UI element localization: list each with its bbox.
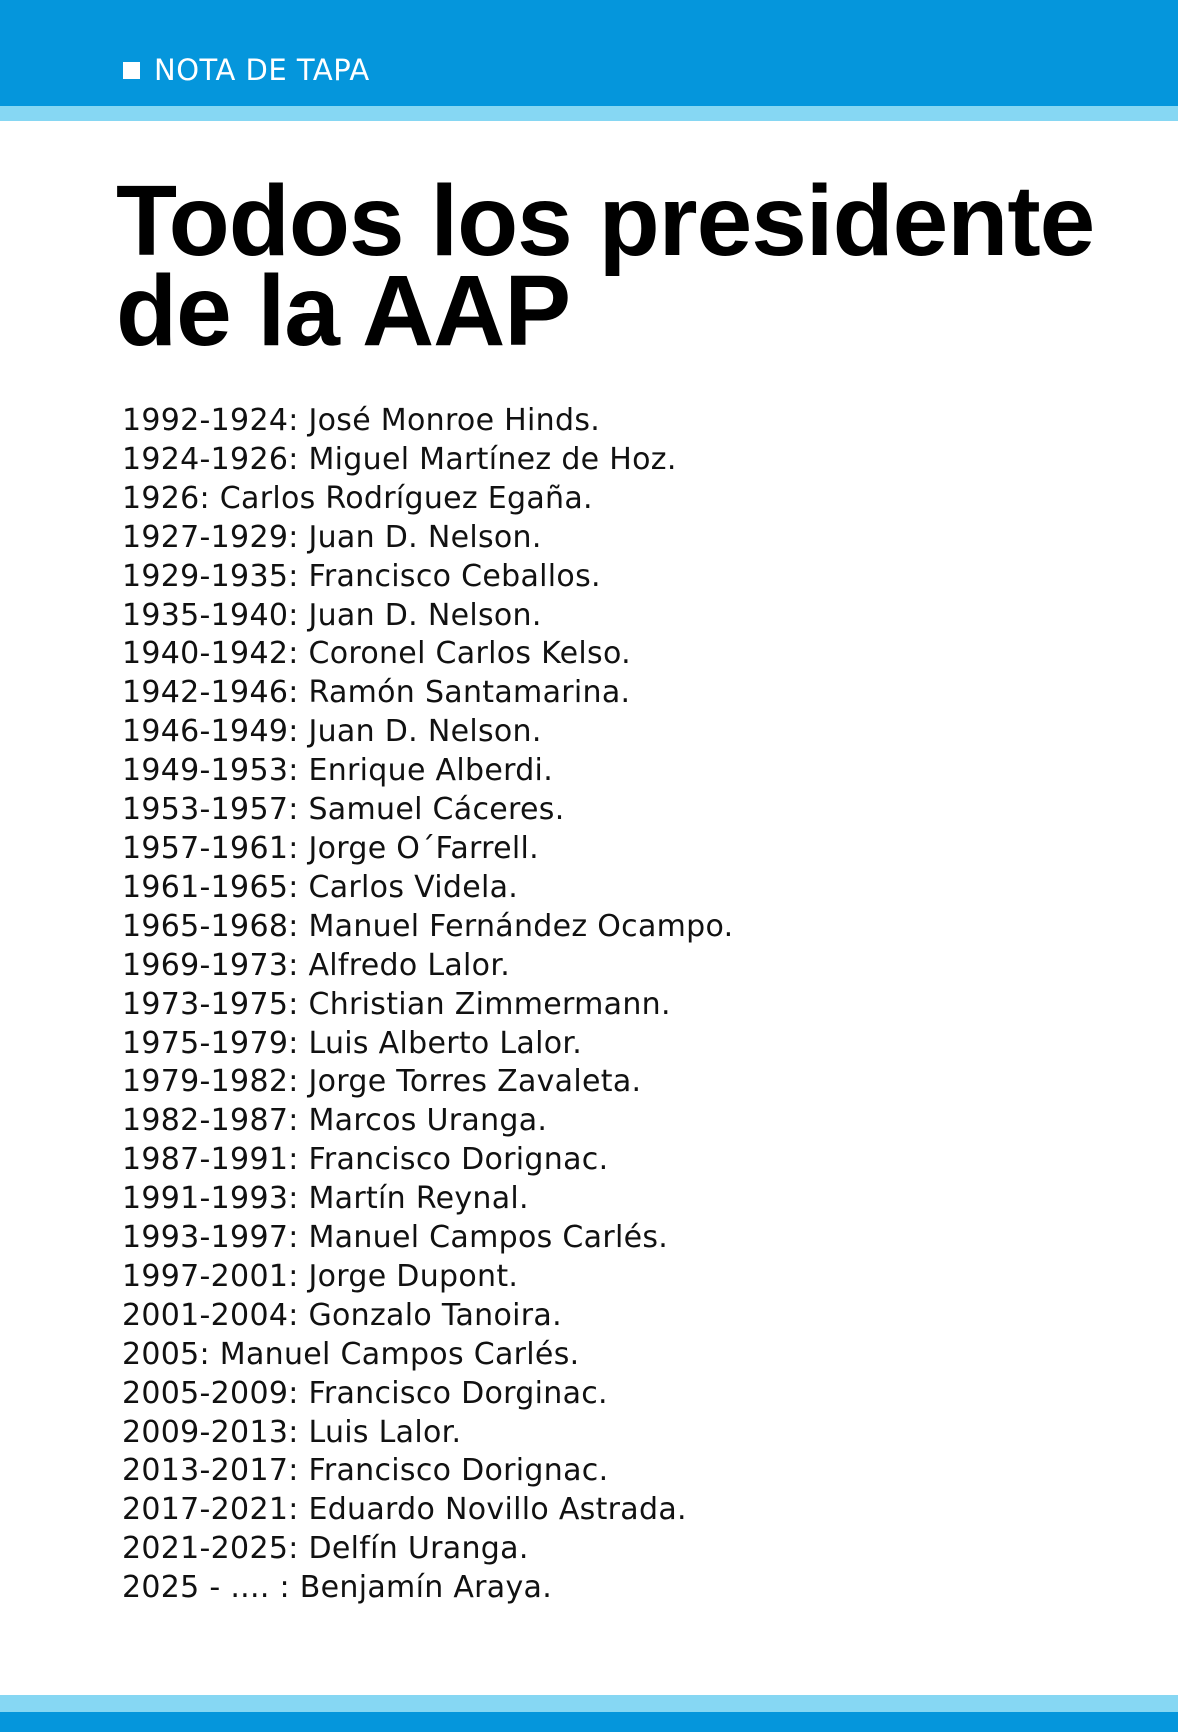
- title-line-1: Todos los presidente: [116, 165, 1095, 277]
- president-entry: 1987-1991: Francisco Dorignac.: [122, 1142, 609, 1178]
- section-label-text: NOTA DE TAPA: [154, 53, 370, 87]
- president-entry: 2013-2017: Francisco Dorignac.: [122, 1453, 609, 1489]
- footer-stripe: [0, 1695, 1178, 1712]
- president-entry: 1973-1975: Christian Zimmermann.: [122, 986, 671, 1022]
- page-title: [116, 165, 1136, 367]
- president-entry: 1982-1987: Marcos Uranga.: [122, 1103, 548, 1139]
- president-entry: 1991-1993: Martín Reynal.: [122, 1181, 529, 1217]
- president-entry: 1969-1973: Alfredo Lalor.: [122, 947, 511, 983]
- president-entry: 1957-1961: Jorge O´Farrell.: [122, 830, 539, 866]
- header-stripe: [0, 106, 1178, 121]
- presidents-list: [122, 402, 733, 1608]
- square-bullet-icon: [123, 62, 140, 79]
- president-entry: 1997-2001: Jorge Dupont.: [122, 1258, 519, 1294]
- president-entry: 1949-1953: Enrique Alberdi.: [122, 753, 554, 789]
- president-entry: 1979-1982: Jorge Torres Zavaleta.: [122, 1064, 642, 1100]
- president-entry: 2009-2013: Luis Lalor.: [122, 1414, 462, 1450]
- president-entry: 1942-1946: Ramón Santamarina.: [122, 675, 631, 711]
- title-line-2: de la AAP: [116, 255, 571, 367]
- president-entry: 1961-1965: Carlos Videla.: [122, 869, 519, 905]
- president-entry: 1926: Carlos Rodríguez Egaña.: [122, 480, 593, 516]
- president-entry: 2005: Manuel Campos Carlés.: [122, 1336, 580, 1372]
- president-entry: 2021-2025: Delfín Uranga.: [122, 1531, 529, 1567]
- president-entry: 1975-1979: Luis Alberto Lalor.: [122, 1025, 583, 1061]
- president-entry: 1940-1942: Coronel Carlos Kelso.: [122, 636, 631, 672]
- president-entry: 1946-1949: Juan D. Nelson.: [122, 714, 542, 750]
- president-entry: 1935-1940: Juan D. Nelson.: [122, 597, 542, 633]
- president-entry: 1965-1968: Manuel Fernández Ocampo.: [122, 908, 734, 944]
- president-entry: 1992-1924: José Monroe Hinds.: [122, 403, 601, 438]
- footer-band: [0, 1712, 1178, 1732]
- president-entry: 1929-1935: Francisco Ceballos.: [122, 558, 601, 594]
- president-entry: 2025 - .... : Benjamín Araya.: [122, 1570, 553, 1606]
- president-entry: 2005-2009: Francisco Dorginac.: [122, 1375, 608, 1411]
- president-entry: 1927-1929: Juan D. Nelson.: [122, 519, 542, 555]
- president-entry: 2001-2004: Gonzalo Tanoira.: [122, 1297, 562, 1333]
- president-entry: 1924-1926: Miguel Martínez de Hoz.: [122, 441, 677, 477]
- president-entry: 1993-1997: Manuel Campos Carlés.: [122, 1220, 669, 1256]
- president-entry: 1953-1957: Samuel Cáceres.: [122, 792, 565, 828]
- section-label: [123, 48, 370, 92]
- president-entry: 2017-2021: Eduardo Novillo Astrada.: [122, 1492, 687, 1528]
